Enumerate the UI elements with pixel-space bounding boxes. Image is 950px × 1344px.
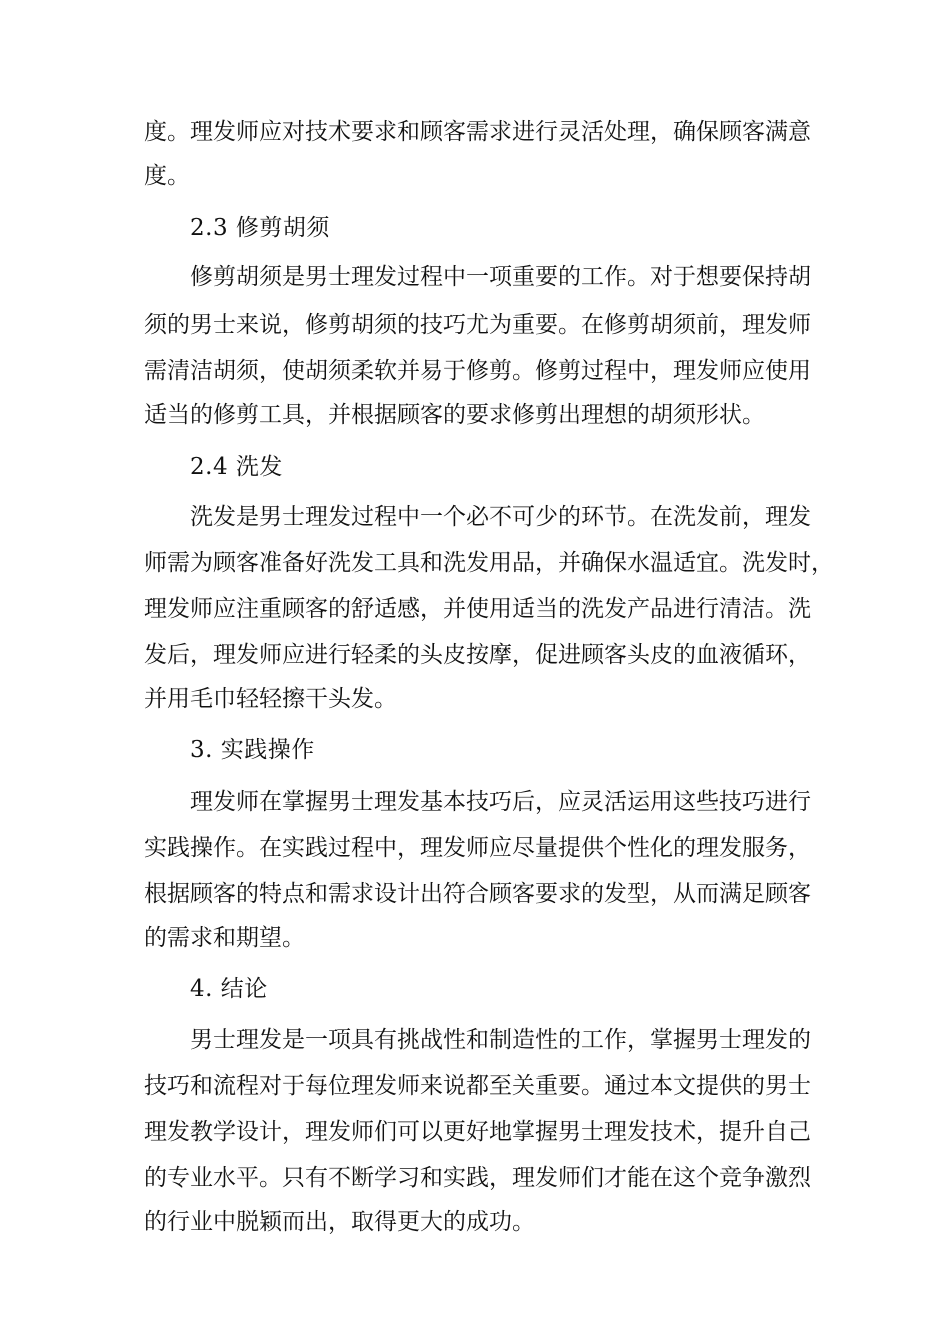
paragraph-line: 理发教学设计，理发师们可以更好地掌握男士理发技术，提升自己 [144,1119,811,1145]
paragraph-line: 的需求和期望。 [144,925,305,951]
paragraph-line: 须的男士来说，修剪胡须的技巧尤为重要。在修剪胡须前，理发师 [144,312,811,338]
paragraph-line: 理发师在掌握男士理发基本技巧后，应灵活运用这些技巧进行 [190,789,811,815]
paragraph-line: 洗发是男士理发过程中一个必不可少的环节。在洗发前，理发 [190,504,811,530]
paragraph-line: 修剪胡须是男士理发过程中一项重要的工作。对于想要保持胡 [190,264,811,290]
paragraph-line: 根据顾客的特点和需求设计出符合顾客要求的发型，从而满足顾客 [144,881,811,907]
paragraph-line: 需清洁胡须，使胡须柔软并易于修剪。修剪过程中，理发师应使用 [144,358,811,384]
paragraph-line: 师需为顾客准备好洗发工具和洗发用品，并确保水温适宜。洗发时， [144,550,834,576]
paragraph-line: 并用毛巾轻轻擦干头发。 [144,686,397,712]
paragraph-line: 度。理发师应对技术要求和顾客需求进行灵活处理，确保顾客满意 [144,119,811,145]
paragraph-line: 的专业水平。只有不断学习和实践，理发师们才能在这个竞争激烈 [144,1165,811,1191]
section-heading-2-4: 2.4 洗发 [190,454,283,480]
paragraph-line: 理发师应注重顾客的舒适感，并使用适当的洗发产品进行清洁。洗 [144,596,811,622]
paragraph-line: 发后，理发师应进行轻柔的头皮按摩，促进顾客头皮的血液循环， [144,642,811,668]
paragraph-line: 技巧和流程对于每位理发师来说都至关重要。通过本文提供的男士 [144,1073,811,1099]
paragraph-line: 男士理发是一项具有挑战性和制造性的工作，掌握男士理发的 [190,1027,811,1053]
paragraph-line: 的行业中脱颖而出，取得更大的成功。 [144,1209,535,1235]
paragraph-line: 实践操作。在实践过程中，理发师应尽量提供个性化的理发服务， [144,835,811,861]
section-heading-2-3: 2.3 修剪胡须 [190,215,330,241]
section-heading-3: 3. 实践操作 [190,737,315,763]
paragraph-line: 度。 [144,163,190,189]
paragraph-line: 适当的修剪工具，并根据顾客的要求修剪出理想的胡须形状。 [144,402,765,428]
section-heading-4: 4. 结论 [190,976,268,1002]
